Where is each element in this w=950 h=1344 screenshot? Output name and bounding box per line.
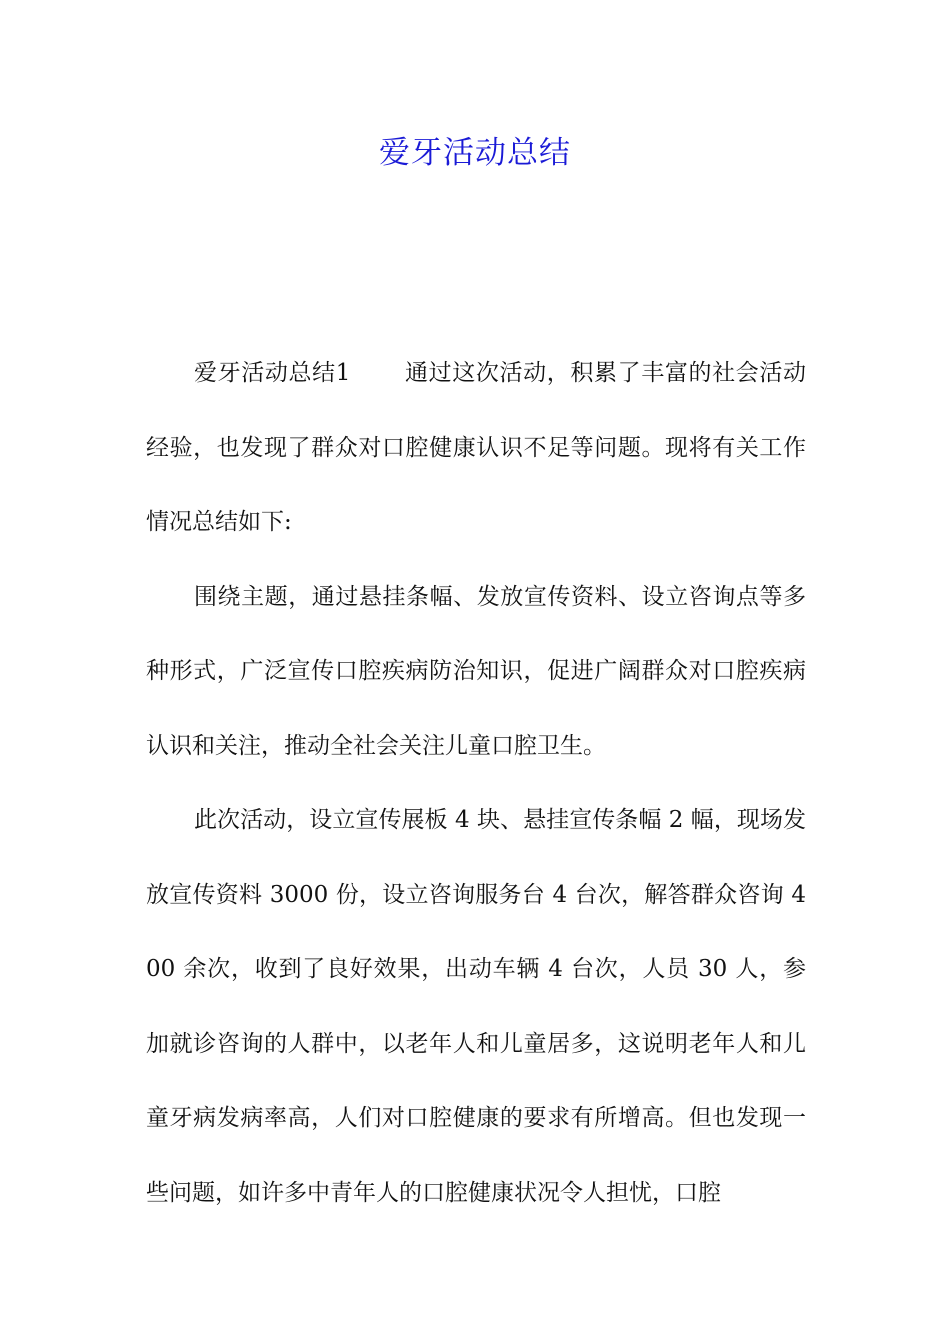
paragraph-2: 围绕主题，通过悬挂条幅、发放宣传资料、设立咨询点等多种形式，广泛宣传口腔疾病防治知识，促进广阔群众对口腔疾病认识和关注，推动全社会关注儿童口腔卫生。 — [146, 583, 806, 759]
document-title: 爱牙活动总结 — [379, 135, 571, 171]
paragraph-1-text: 通过这次活动，积累了丰富的社会活动经验，也发现了群众对口腔健康认识不足等问题。现将有关工作情况总结如下: — [146, 360, 807, 535]
paragraph-3: 此次活动，设立宣传展板 4 块、悬挂宣传条幅 2 幅，现场发放宣传资料 3000 份，设立咨询服务台 4 台次，解答群众咨询 400 余次，收到了良好效果，出动车辆 4 台次，人员 30 人，参加就诊咨询的人群中，以老年人和儿童居多，这说明老年人和儿童牙病发病率高，人们对口腔健康的要求有所增高。但也发现一些问题，如许多中青年人的口腔健康状况令人担忧，口腔 — [146, 807, 806, 1206]
paragraph-1-lead: 爱牙活动总结1 — [194, 360, 351, 386]
document-body — [146, 336, 806, 1230]
paragraph-1 — [146, 336, 806, 560]
